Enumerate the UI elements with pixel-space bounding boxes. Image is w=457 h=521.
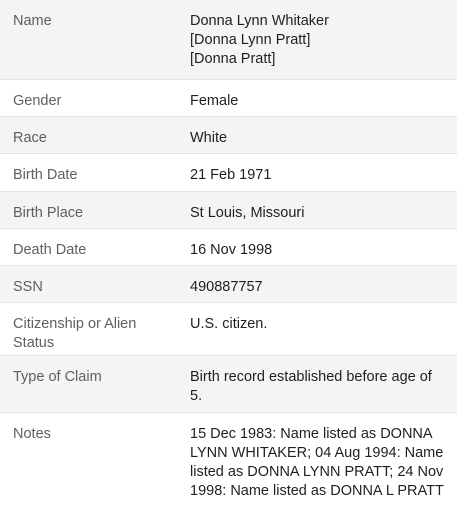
row-label: Gender bbox=[13, 93, 62, 109]
row-death-date bbox=[0, 229, 457, 266]
row-value: U.S. citizen. bbox=[190, 316, 268, 332]
row-value: 15 Dec 1983: Name listed as DONNA LYNN WHITAKER; 04 Aug 1994: Name listed as DONNA LYNN PRATT; 24 Nov 1998: Name listed as DONNA L PRATT bbox=[190, 426, 444, 499]
name-primary: Donna Lynn Whitaker bbox=[190, 13, 329, 29]
row-value: 490887757 bbox=[190, 279, 263, 295]
row-label: Birth Date bbox=[13, 167, 78, 183]
row-gender bbox=[0, 80, 457, 117]
row-value: Female bbox=[190, 93, 239, 109]
row-value: St Louis, Missouri bbox=[190, 205, 305, 221]
row-birth-date bbox=[0, 154, 457, 192]
row-label: SSN bbox=[13, 279, 43, 295]
row-label: Type of Claim bbox=[13, 369, 102, 385]
row-label: Birth Place bbox=[13, 205, 84, 221]
row-label: Notes bbox=[13, 426, 51, 442]
row-citizenship bbox=[0, 303, 457, 356]
row-label: Citizenship or Alien Status bbox=[13, 316, 137, 351]
row-value bbox=[177, 0, 457, 79]
row-race bbox=[0, 117, 457, 154]
row-label: Name bbox=[13, 13, 52, 29]
row-name bbox=[0, 0, 457, 80]
row-value: White bbox=[190, 130, 228, 146]
name-alias: [Donna Pratt] bbox=[190, 51, 276, 67]
row-value: Birth record established before age of 5. bbox=[190, 369, 432, 404]
row-type-of-claim bbox=[0, 356, 457, 413]
row-value: 16 Nov 1998 bbox=[190, 242, 273, 258]
row-label: Race bbox=[13, 130, 47, 146]
row-label: Death Date bbox=[13, 242, 87, 258]
name-alias: [Donna Lynn Pratt] bbox=[190, 32, 311, 48]
row-notes bbox=[0, 413, 457, 521]
row-birth-place bbox=[0, 192, 457, 229]
row-ssn bbox=[0, 266, 457, 303]
row-value: 21 Feb 1971 bbox=[190, 167, 272, 183]
